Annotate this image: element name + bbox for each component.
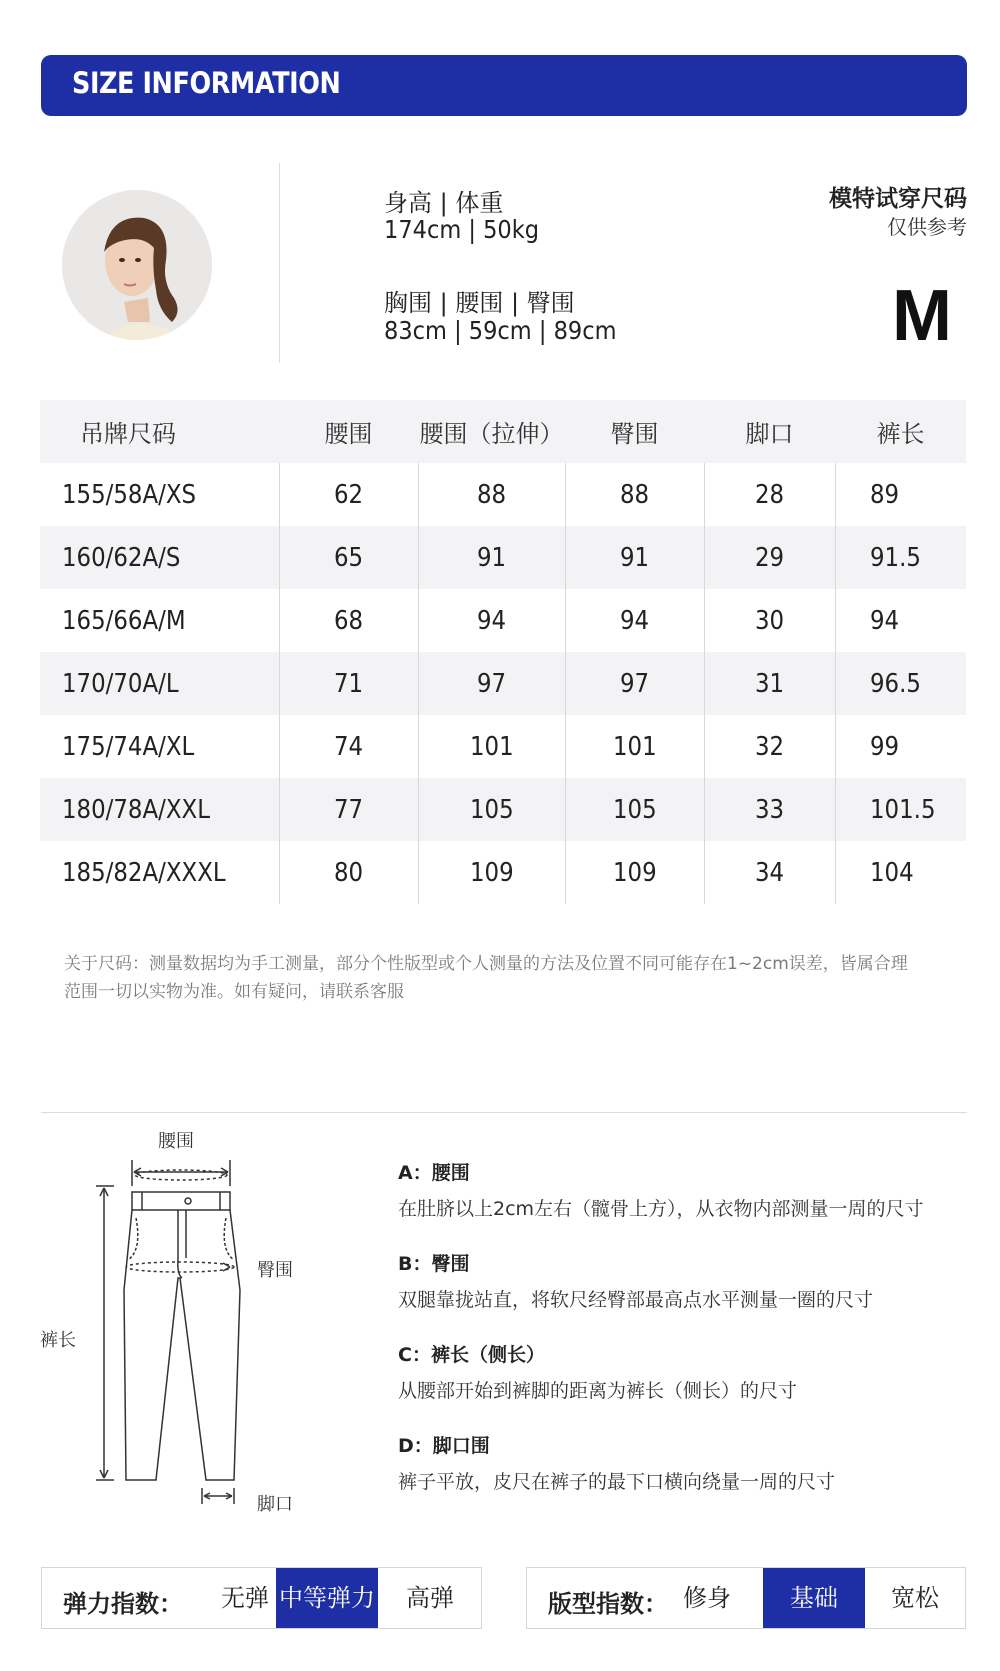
cell-waist-stretch: 97 (476, 668, 507, 699)
diagram-hem-label: 脚口 (257, 1494, 293, 1515)
measure-desc: 裤子平放，皮尺在裤子的最下口横向绕量一周的尺寸 (398, 1471, 836, 1493)
measure-value: 83cm | 59cm | 89cm (384, 316, 617, 345)
model-fit-size: M (892, 276, 952, 356)
cell-hip: 88 (619, 479, 650, 510)
measure-desc: 双腿靠拢站直，将软尺经臀部最高点水平测量一圈的尺寸 (398, 1289, 874, 1311)
fit-option-regular[interactable]: 基础 (763, 1568, 865, 1628)
diagram-waist-label: 腰围 (158, 1131, 194, 1152)
header-length: 裤长 (835, 400, 966, 463)
cell-hem: 30 (754, 605, 785, 636)
header-waist-stretch: 腰围（拉伸） (418, 400, 565, 463)
cell-length: 89 (869, 479, 899, 510)
size-note-line: 关于尺码：测量数据均为手工测量，部分个性版型或个人测量的方法及位置不同可能存在1~2cm误差，皆属合理 (64, 954, 908, 974)
cell-waist-stretch: 105 (469, 794, 514, 825)
measure-title: C：裤长（侧长） (398, 1344, 545, 1366)
cell-hem: 32 (754, 731, 785, 762)
cell-waist-stretch: 88 (476, 479, 507, 510)
cell-waist-stretch: 109 (469, 857, 514, 888)
cell-hem: 33 (754, 794, 785, 825)
model-avatar (62, 190, 212, 340)
cell-hip: 109 (612, 857, 657, 888)
banner-title: SIZE INFORMATION (72, 66, 341, 100)
cell-length: 94 (869, 605, 899, 636)
cell-length: 91.5 (869, 542, 921, 573)
measure-label: 胸围 | 腰围 | 臀围 (384, 289, 575, 317)
size-info-banner (41, 55, 967, 116)
cell-waist: 80 (333, 857, 364, 888)
cell-length: 99 (869, 731, 899, 762)
cell-hip: 94 (619, 605, 650, 636)
elasticity-option-none[interactable]: 无弹 (221, 1584, 269, 1612)
elasticity-option-medium[interactable]: 中等弹力 (276, 1568, 378, 1628)
measure-item-waist (398, 1158, 978, 1221)
size-table (40, 400, 966, 904)
cell-waist-stretch: 94 (476, 605, 507, 636)
table-row (40, 463, 966, 526)
fit-index (526, 1567, 966, 1629)
cell-hip: 105 (612, 794, 657, 825)
cell-waist-stretch: 91 (476, 542, 507, 573)
cell-waist-stretch: 101 (469, 731, 514, 762)
cell-size: 160/62A/S (62, 542, 181, 573)
header-hem: 脚口 (704, 400, 835, 463)
model-fit-title: 模特试穿尺码 (829, 186, 967, 212)
cell-length: 96.5 (869, 668, 921, 699)
table-row (40, 652, 966, 715)
cell-size: 180/78A/XXL (62, 794, 210, 825)
cell-waist: 74 (333, 731, 364, 762)
cell-waist: 65 (333, 542, 364, 573)
height-weight-label: 身高 | 体重 (384, 189, 504, 217)
cell-waist: 68 (333, 605, 364, 636)
cell-waist: 62 (333, 479, 364, 510)
cell-size: 165/66A/M (62, 605, 186, 636)
cell-hem: 29 (754, 542, 785, 573)
measure-item-hem (398, 1431, 978, 1494)
elasticity-label: 弹力指数： (63, 1590, 183, 1618)
measure-desc: 从腰部开始到裤脚的距离为裤长（侧长）的尺寸 (398, 1380, 798, 1402)
fit-option-slim[interactable]: 修身 (683, 1584, 731, 1612)
cell-hip: 101 (612, 731, 657, 762)
cell-size: 185/82A/XXXL (62, 857, 226, 888)
diagram-length-label: 裤长 (40, 1330, 76, 1351)
cell-hip: 91 (619, 542, 650, 573)
cell-size: 170/70A/L (62, 668, 179, 699)
cell-waist: 77 (333, 794, 364, 825)
cell-waist: 71 (333, 668, 364, 699)
model-fit-subtitle: 仅供参考 (887, 215, 967, 239)
table-header-row (40, 400, 966, 463)
header-hip: 臀围 (565, 400, 704, 463)
diagram-hip-label: 臀围 (257, 1260, 293, 1281)
fit-option-loose[interactable]: 宽松 (891, 1584, 939, 1612)
header-waist: 腰围 (279, 400, 418, 463)
section-divider (41, 1112, 967, 1113)
header-tag-size: 吊牌尺码 (40, 400, 279, 463)
cell-size: 155/58A/XS (62, 479, 197, 510)
size-note-line: 范围一切以实物为准。如有疑问，请联系客服 (64, 982, 404, 1002)
table-row (40, 778, 966, 841)
measure-item-hip (398, 1249, 978, 1312)
height-weight-value: 174cm | 50kg (384, 215, 540, 244)
elasticity-index (41, 1567, 482, 1629)
size-note (64, 950, 964, 1006)
table-row (40, 715, 966, 778)
measure-title: B：臀围 (398, 1253, 470, 1275)
pants-diagram (80, 1150, 280, 1510)
model-divider (279, 163, 280, 363)
cell-length: 104 (869, 857, 914, 888)
cell-hem: 34 (754, 857, 785, 888)
cell-hem: 31 (754, 668, 785, 699)
measure-title: D：脚口围 (398, 1435, 490, 1457)
cell-hip: 97 (619, 668, 650, 699)
table-row (40, 526, 966, 589)
cell-length: 101.5 (869, 794, 936, 825)
measure-desc: 在肚脐以上2cm左右（髋骨上方），从衣物内部测量一周的尺寸 (398, 1198, 924, 1220)
table-row (40, 589, 966, 652)
fit-label: 版型指数： (548, 1590, 668, 1618)
elasticity-option-high[interactable]: 高弹 (406, 1584, 454, 1612)
cell-size: 175/74A/XL (62, 731, 195, 762)
measure-item-length (398, 1340, 978, 1403)
measure-title: A：腰围 (398, 1162, 470, 1184)
cell-hem: 28 (754, 479, 785, 510)
table-row (40, 841, 966, 904)
